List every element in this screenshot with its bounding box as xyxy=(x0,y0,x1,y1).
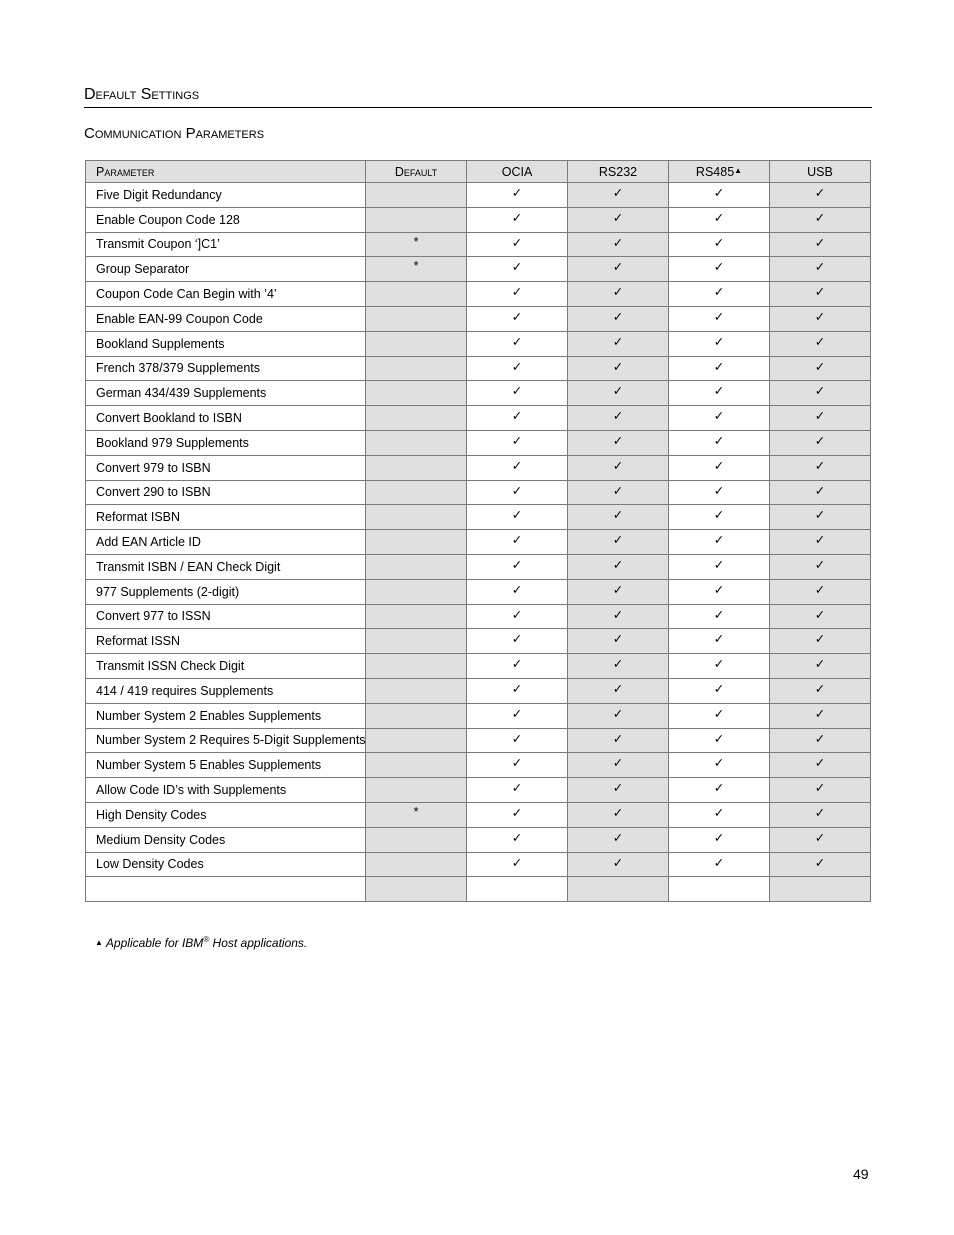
ocia-check-cell: ✓ xyxy=(467,728,568,753)
usb-check-cell: ✓ xyxy=(770,827,871,852)
rs485-check-cell: ✓ xyxy=(669,579,770,604)
default-cell xyxy=(366,480,467,505)
usb-check-cell xyxy=(770,877,871,902)
ocia-check-cell: ✓ xyxy=(467,753,568,778)
usb-check-cell: ✓ xyxy=(770,207,871,232)
ocia-check-cell: ✓ xyxy=(467,381,568,406)
parameter-name-cell: Number System 5 Enables Supplements xyxy=(86,753,366,778)
rs485-check-cell: ✓ xyxy=(669,728,770,753)
parameter-name-cell: Transmit ISSN Check Digit xyxy=(86,654,366,679)
parameter-name-cell: Allow Code ID’s with Supplements xyxy=(86,778,366,803)
parameter-name-cell: Coupon Code Can Begin with ’4’ xyxy=(86,282,366,307)
usb-check-cell: ✓ xyxy=(770,183,871,208)
ocia-check-cell: ✓ xyxy=(467,604,568,629)
header-usb: USB xyxy=(770,161,871,183)
ocia-check-cell: ✓ xyxy=(467,827,568,852)
usb-check-cell: ✓ xyxy=(770,554,871,579)
default-cell xyxy=(366,654,467,679)
footnote-text-end: Host applications. xyxy=(209,936,308,950)
rs232-check-cell: ✓ xyxy=(568,778,669,803)
rs485-check-cell: ✓ xyxy=(669,629,770,654)
default-cell xyxy=(366,183,467,208)
rs232-check-cell: ✓ xyxy=(568,356,669,381)
default-cell: * xyxy=(366,802,467,827)
rs232-check-cell: ✓ xyxy=(568,183,669,208)
usb-check-cell: ✓ xyxy=(770,753,871,778)
parameter-name-cell: 414 / 419 requires Supplements xyxy=(86,678,366,703)
rs485-check-cell: ✓ xyxy=(669,802,770,827)
communication-parameters-table xyxy=(85,160,871,902)
default-cell xyxy=(366,306,467,331)
rs485-check-cell: ✓ xyxy=(669,232,770,257)
parameter-name-cell: French 378/379 Supplements xyxy=(86,356,366,381)
ocia-check-cell: ✓ xyxy=(467,654,568,679)
default-cell xyxy=(366,852,467,877)
usb-check-cell: ✓ xyxy=(770,455,871,480)
triangle-marker-icon: ▲ xyxy=(95,938,103,947)
parameter-name-cell: Add EAN Article ID xyxy=(86,530,366,555)
table-row xyxy=(86,505,871,530)
triangle-marker-icon: ▲ xyxy=(734,165,743,175)
ocia-check-cell: ✓ xyxy=(467,530,568,555)
header-default: Default xyxy=(366,161,467,183)
rs232-check-cell: ✓ xyxy=(568,654,669,679)
usb-check-cell: ✓ xyxy=(770,579,871,604)
table-row xyxy=(86,827,871,852)
table-row xyxy=(86,430,871,455)
parameter-name-cell: Medium Density Codes xyxy=(86,827,366,852)
table-row xyxy=(86,530,871,555)
table-row xyxy=(86,554,871,579)
rs485-check-cell: ✓ xyxy=(669,530,770,555)
rs232-check-cell: ✓ xyxy=(568,331,669,356)
table-row xyxy=(86,183,871,208)
parameter-name-cell: Low Density Codes xyxy=(86,852,366,877)
rs485-check-cell: ✓ xyxy=(669,480,770,505)
rs485-check-cell xyxy=(669,877,770,902)
default-cell xyxy=(366,282,467,307)
header-rs485-label: RS485 xyxy=(695,164,735,179)
rs232-check-cell: ✓ xyxy=(568,579,669,604)
section-heading: Default Settings xyxy=(84,85,872,108)
rs485-check-cell: ✓ xyxy=(669,703,770,728)
rs485-check-cell: ✓ xyxy=(669,827,770,852)
parameter-name-cell: Reformat ISSN xyxy=(86,629,366,654)
parameter-name-cell: Transmit Coupon ‘]C1’ xyxy=(86,232,366,257)
default-cell xyxy=(366,827,467,852)
rs485-check-cell: ✓ xyxy=(669,207,770,232)
ocia-check-cell: ✓ xyxy=(467,703,568,728)
rs232-check-cell: ✓ xyxy=(568,232,669,257)
table-row xyxy=(86,604,871,629)
rs232-check-cell: ✓ xyxy=(568,753,669,778)
rs485-check-cell: ✓ xyxy=(669,331,770,356)
default-cell xyxy=(366,331,467,356)
default-cell xyxy=(366,406,467,431)
rs485-check-cell: ✓ xyxy=(669,654,770,679)
ocia-check-cell: ✓ xyxy=(467,232,568,257)
usb-check-cell: ✓ xyxy=(770,356,871,381)
parameter-name-cell: 977 Supplements (2-digit) xyxy=(86,579,366,604)
header-rs232: RS232 xyxy=(568,161,669,183)
footnote xyxy=(95,935,307,950)
usb-check-cell: ✓ xyxy=(770,703,871,728)
subsection-heading: Communication Parameters xyxy=(84,125,265,142)
rs485-check-cell: ✓ xyxy=(669,604,770,629)
table-row xyxy=(86,728,871,753)
parameter-name-cell: Number System 2 Requires 5-Digit Supplements xyxy=(86,728,366,753)
rs232-check-cell: ✓ xyxy=(568,480,669,505)
default-cell xyxy=(366,877,467,902)
usb-check-cell: ✓ xyxy=(770,381,871,406)
default-cell xyxy=(366,703,467,728)
table-row xyxy=(86,406,871,431)
default-cell xyxy=(366,554,467,579)
ocia-check-cell: ✓ xyxy=(467,505,568,530)
usb-check-cell: ✓ xyxy=(770,331,871,356)
default-cell xyxy=(366,207,467,232)
rs485-check-cell: ✓ xyxy=(669,554,770,579)
default-cell xyxy=(366,579,467,604)
rs485-check-cell: ✓ xyxy=(669,753,770,778)
usb-check-cell: ✓ xyxy=(770,852,871,877)
ocia-check-cell: ✓ xyxy=(467,579,568,604)
rs232-check-cell: ✓ xyxy=(568,306,669,331)
usb-check-cell: ✓ xyxy=(770,530,871,555)
rs232-check-cell: ✓ xyxy=(568,257,669,282)
usb-check-cell: ✓ xyxy=(770,802,871,827)
default-cell xyxy=(366,778,467,803)
table-row xyxy=(86,282,871,307)
ocia-check-cell: ✓ xyxy=(467,207,568,232)
table-row xyxy=(86,877,871,902)
header-ocia: OCIA xyxy=(467,161,568,183)
usb-check-cell: ✓ xyxy=(770,678,871,703)
table-row xyxy=(86,381,871,406)
parameter-name-cell xyxy=(86,877,366,902)
parameter-name-cell: German 434/439 Supplements xyxy=(86,381,366,406)
footnote-text: Applicable for IBM xyxy=(105,936,204,950)
rs232-check-cell: ✓ xyxy=(568,678,669,703)
table-row xyxy=(86,654,871,679)
ocia-check-cell: ✓ xyxy=(467,183,568,208)
default-cell xyxy=(366,430,467,455)
table-row xyxy=(86,629,871,654)
ocia-check-cell: ✓ xyxy=(467,678,568,703)
usb-check-cell: ✓ xyxy=(770,480,871,505)
parameter-name-cell: Number System 2 Enables Supplements xyxy=(86,703,366,728)
rs485-check-cell: ✓ xyxy=(669,852,770,877)
ocia-check-cell: ✓ xyxy=(467,778,568,803)
rs485-check-cell: ✓ xyxy=(669,306,770,331)
usb-check-cell: ✓ xyxy=(770,629,871,654)
parameter-name-cell: Five Digit Redundancy xyxy=(86,183,366,208)
rs485-check-cell: ✓ xyxy=(669,778,770,803)
rs232-check-cell: ✓ xyxy=(568,802,669,827)
parameter-name-cell: Convert Bookland to ISBN xyxy=(86,406,366,431)
parameter-name-cell: Convert 977 to ISSN xyxy=(86,604,366,629)
table-row xyxy=(86,257,871,282)
ocia-check-cell: ✓ xyxy=(467,257,568,282)
usb-check-cell: ✓ xyxy=(770,306,871,331)
page-number: 49 xyxy=(853,1166,869,1182)
rs232-check-cell: ✓ xyxy=(568,430,669,455)
usb-check-cell: ✓ xyxy=(770,728,871,753)
table-row xyxy=(86,678,871,703)
default-cell xyxy=(366,455,467,480)
default-cell xyxy=(366,604,467,629)
rs485-check-cell: ✓ xyxy=(669,406,770,431)
rs232-check-cell: ✓ xyxy=(568,505,669,530)
ocia-check-cell: ✓ xyxy=(467,306,568,331)
rs232-check-cell: ✓ xyxy=(568,827,669,852)
ocia-check-cell xyxy=(467,877,568,902)
default-cell xyxy=(366,629,467,654)
rs485-check-cell: ✓ xyxy=(669,455,770,480)
header-rs485 xyxy=(669,161,770,183)
rs232-check-cell: ✓ xyxy=(568,728,669,753)
rs232-check-cell: ✓ xyxy=(568,554,669,579)
rs485-check-cell: ✓ xyxy=(669,381,770,406)
table-row xyxy=(86,306,871,331)
table-row xyxy=(86,356,871,381)
default-cell xyxy=(366,381,467,406)
ocia-check-cell: ✓ xyxy=(467,331,568,356)
parameter-name-cell: Transmit ISBN / EAN Check Digit xyxy=(86,554,366,579)
rs485-check-cell: ✓ xyxy=(669,505,770,530)
table-row xyxy=(86,232,871,257)
default-cell xyxy=(366,505,467,530)
usb-check-cell: ✓ xyxy=(770,257,871,282)
parameter-name-cell: Reformat ISBN xyxy=(86,505,366,530)
default-cell: * xyxy=(366,257,467,282)
default-cell xyxy=(366,728,467,753)
table-row xyxy=(86,703,871,728)
rs232-check-cell: ✓ xyxy=(568,604,669,629)
rs232-check-cell: ✓ xyxy=(568,381,669,406)
registered-mark: ® xyxy=(203,935,210,944)
default-cell xyxy=(366,753,467,778)
rs232-check-cell: ✓ xyxy=(568,282,669,307)
usb-check-cell: ✓ xyxy=(770,778,871,803)
table-row xyxy=(86,852,871,877)
parameter-name-cell: Group Separator xyxy=(86,257,366,282)
rs232-check-cell: ✓ xyxy=(568,207,669,232)
header-parameter: Parameter xyxy=(86,161,366,183)
parameter-name-cell: Convert 290 to ISBN xyxy=(86,480,366,505)
ocia-check-cell: ✓ xyxy=(467,282,568,307)
parameter-name-cell: Bookland 979 Supplements xyxy=(86,430,366,455)
parameter-name-cell: Convert 979 to ISBN xyxy=(86,455,366,480)
default-cell xyxy=(366,678,467,703)
parameter-name-cell: Enable Coupon Code 128 xyxy=(86,207,366,232)
ocia-check-cell: ✓ xyxy=(467,802,568,827)
rs485-check-cell: ✓ xyxy=(669,282,770,307)
table-row xyxy=(86,802,871,827)
rs232-check-cell: ✓ xyxy=(568,629,669,654)
ocia-check-cell: ✓ xyxy=(467,554,568,579)
rs485-check-cell: ✓ xyxy=(669,257,770,282)
usb-check-cell: ✓ xyxy=(770,604,871,629)
rs485-check-cell: ✓ xyxy=(669,356,770,381)
rs232-check-cell: ✓ xyxy=(568,455,669,480)
table-row xyxy=(86,480,871,505)
rs232-check-cell: ✓ xyxy=(568,703,669,728)
rs232-check-cell: ✓ xyxy=(568,852,669,877)
usb-check-cell: ✓ xyxy=(770,654,871,679)
table-row xyxy=(86,579,871,604)
ocia-check-cell: ✓ xyxy=(467,480,568,505)
table-row xyxy=(86,455,871,480)
parameter-name-cell: Bookland Supplements xyxy=(86,331,366,356)
table-header-row xyxy=(86,161,871,183)
default-cell: * xyxy=(366,232,467,257)
usb-check-cell: ✓ xyxy=(770,430,871,455)
rs485-check-cell: ✓ xyxy=(669,678,770,703)
usb-check-cell: ✓ xyxy=(770,406,871,431)
ocia-check-cell: ✓ xyxy=(467,852,568,877)
rs485-check-cell: ✓ xyxy=(669,183,770,208)
table-row xyxy=(86,207,871,232)
ocia-check-cell: ✓ xyxy=(467,430,568,455)
usb-check-cell: ✓ xyxy=(770,282,871,307)
ocia-check-cell: ✓ xyxy=(467,455,568,480)
ocia-check-cell: ✓ xyxy=(467,406,568,431)
rs232-check-cell: ✓ xyxy=(568,530,669,555)
table-row xyxy=(86,331,871,356)
table-row xyxy=(86,778,871,803)
table-row xyxy=(86,753,871,778)
parameter-name-cell: Enable EAN-99 Coupon Code xyxy=(86,306,366,331)
rs485-check-cell: ✓ xyxy=(669,430,770,455)
ocia-check-cell: ✓ xyxy=(467,356,568,381)
rs232-check-cell xyxy=(568,877,669,902)
default-cell xyxy=(366,356,467,381)
parameter-name-cell: High Density Codes xyxy=(86,802,366,827)
default-cell xyxy=(366,530,467,555)
rs232-check-cell: ✓ xyxy=(568,406,669,431)
ocia-check-cell: ✓ xyxy=(467,629,568,654)
usb-check-cell: ✓ xyxy=(770,232,871,257)
usb-check-cell: ✓ xyxy=(770,505,871,530)
